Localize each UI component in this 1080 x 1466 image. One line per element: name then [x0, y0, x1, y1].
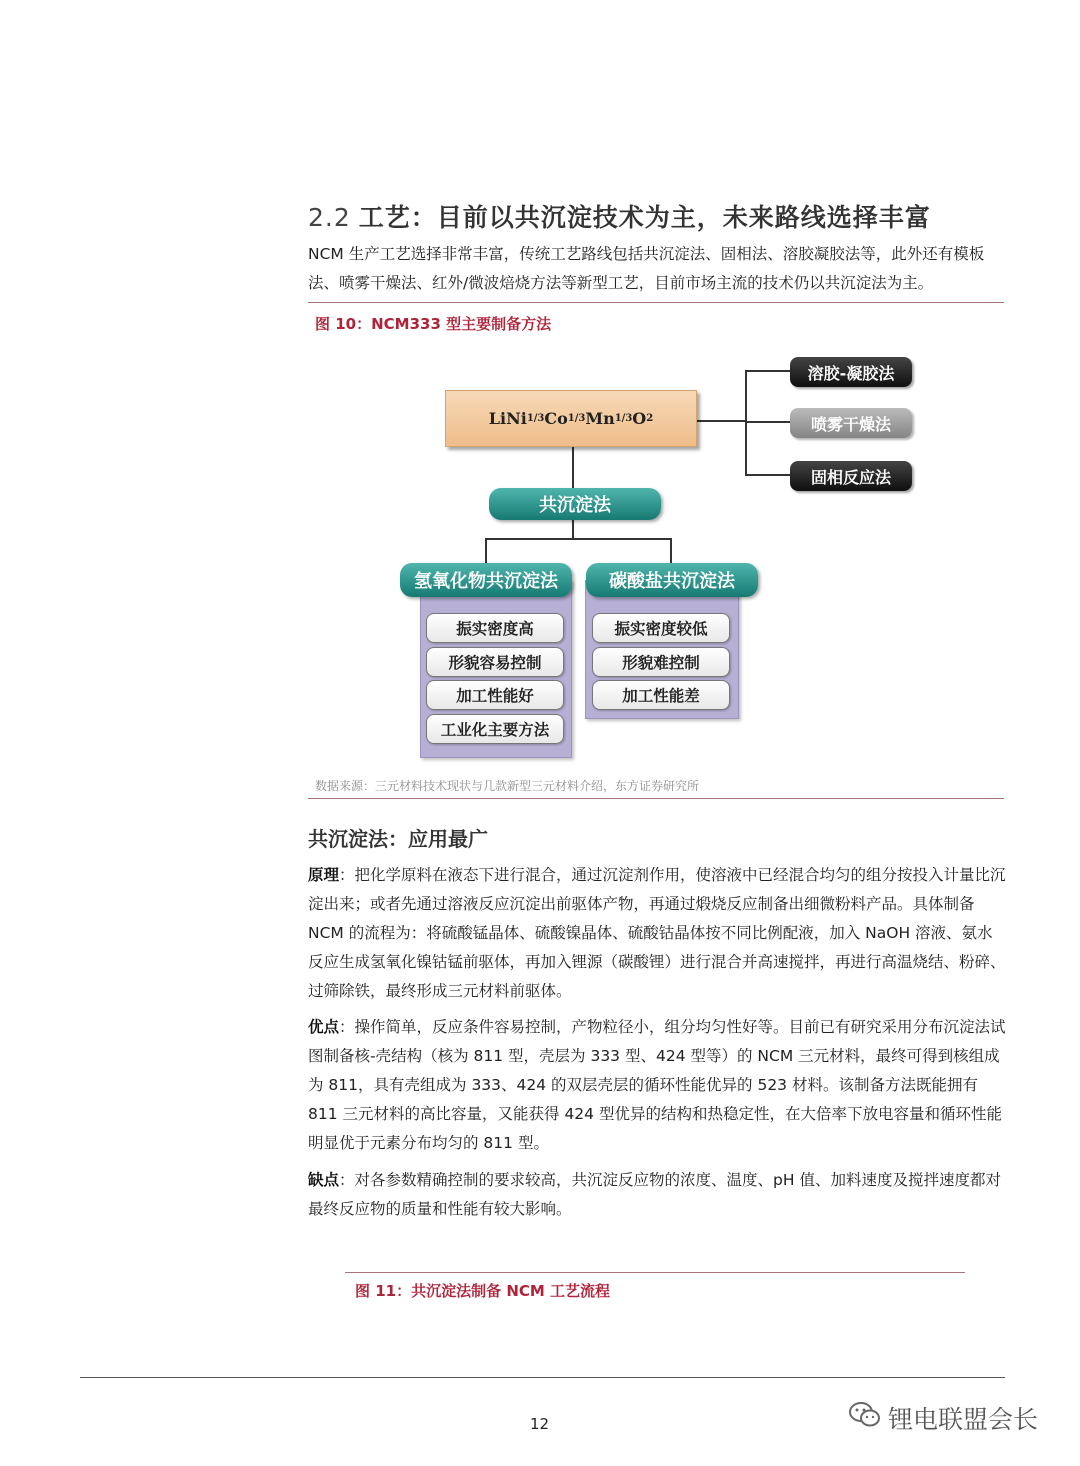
carbonate-item: 振实密度较低 — [592, 613, 730, 643]
connector-to-right-branch — [670, 538, 672, 564]
figure10-bottom-rule — [308, 798, 1004, 799]
principle-label: 原理 — [308, 866, 340, 884]
advantages-label: 优点 — [308, 1018, 340, 1036]
carbonate-coprecipitation-title: 碳酸盐共沉淀法 — [586, 563, 758, 597]
hydroxide-item: 振实密度高 — [426, 613, 564, 643]
disadvantages-text: ：对各参数精确控制的要求较高，共沉淀反应物的浓度、温度、pH 值、加料速度及搅拌速度都对最终反应物的质量和性能有较大影响。 — [308, 1171, 1001, 1218]
connector-to-solid — [745, 474, 790, 476]
ncm333-formula-box: LiNi 1/3 Co 1/3 Mn 1/3 O 2 — [445, 390, 697, 447]
section-number: 2.2 — [308, 203, 351, 232]
connector-main-right — [695, 420, 745, 422]
carbonate-item: 加工性能差 — [592, 680, 730, 710]
figure11-label: 图 11：共沉淀法制备 NCM 工艺流程 — [355, 1282, 611, 1300]
principle-text: ：把化学原料在液态下进行混合，通过沉淀剂作用，使溶液中已经混合均匀的组分按投入计量比沉淀出来；或者先通过溶液反应沉淀出前驱体产物，再通过煅烧反应制备出细微粉料产品。具体制备 NCM 的流程为：将硫酸锰晶体、硫酸镍晶体、硫酸钴晶体按不同比例配液，加入 NaOH 溶液、氨水反应生成氢氧化镍钴锰前驱体，再加入锂源（碳酸锂）进行混合并高速搅拌，再进行高温烧结、粉碎、过筛除铁，最终形成三元材料前驱体。 — [308, 866, 1006, 1000]
figure10-label: 图 10：NCM333 型主要制备方法 — [315, 315, 552, 333]
figure10-top-rule — [308, 302, 1004, 303]
connector-to-left-branch — [485, 538, 487, 564]
advantages-text: ：操作简单，反应条件容易控制，产物粒径小，组分均匀性好等。目前已有研究采用分布沉淀法试图制备核-壳结构（核为 811 型，壳层为 333 型、424 型等）的 NCM 三元材料，最终可得到核组成为 811，具有壳组成为 333、424 的双层壳层的循环性能优异的 523 材料。该制备方法既能拥有 811 三元材料的高比容量，又能获得 424 型优异的结构和热稳定性，在大倍率下放电容量和循环性能明显优于元素分布均匀的 811 型。 — [308, 1018, 1006, 1152]
connector-to-spray — [745, 421, 790, 423]
footer-rule — [80, 1377, 1005, 1378]
watermark — [848, 1400, 1038, 1436]
subsection-title: 共沉淀法：应用最广 — [308, 827, 488, 851]
disadvantages-label: 缺点 — [308, 1171, 340, 1189]
figure10-source: 数据来源：三元材料技术现状与几款新型三元材料介绍，东方证券研究所 — [315, 779, 700, 793]
wechat-icon — [848, 1400, 882, 1436]
carbonate-item: 形貌难控制 — [592, 647, 730, 677]
hydroxide-item: 工业化主要方法 — [426, 714, 564, 744]
connector-branch-horizontal — [485, 538, 672, 540]
method-sol-gel: 溶胶-凝胶法 — [790, 357, 912, 387]
hydroxide-item: 形貌容易控制 — [426, 647, 564, 677]
connector-to-sol-gel — [745, 370, 790, 372]
intro-paragraph: NCM 生产工艺选择非常丰富，传统工艺路线包括共沉淀法、固相法、溶胶凝胶法等，此外还有模板法、喷雾干燥法、红外/微波焙烧方法等新型工艺，目前市场主流的技术仍以共沉淀法为主。 — [308, 245, 985, 292]
figure11-top-rule — [345, 1272, 965, 1273]
section-title: 工艺：目前以共沉淀技术为主，未来路线选择丰富 — [358, 203, 931, 232]
hydroxide-coprecipitation-title: 氢氧化物共沉淀法 — [400, 563, 572, 597]
principle-paragraph — [308, 861, 1008, 1006]
hydroxide-item: 加工性能好 — [426, 680, 564, 710]
disadvantages-paragraph — [308, 1166, 1008, 1224]
coprecipitation-node: 共沉淀法 — [489, 488, 661, 520]
connector-cop-down — [572, 519, 574, 539]
method-spray-drying: 喷雾干燥法 — [790, 408, 912, 438]
page-number: 12 — [530, 1415, 550, 1433]
advantages-paragraph — [308, 1013, 1008, 1158]
method-solid-state: 固相反应法 — [790, 461, 912, 491]
section-heading — [308, 198, 931, 234]
watermark-text: 锂电联盟会长 — [888, 1405, 1039, 1434]
connector-main-down — [572, 445, 574, 489]
